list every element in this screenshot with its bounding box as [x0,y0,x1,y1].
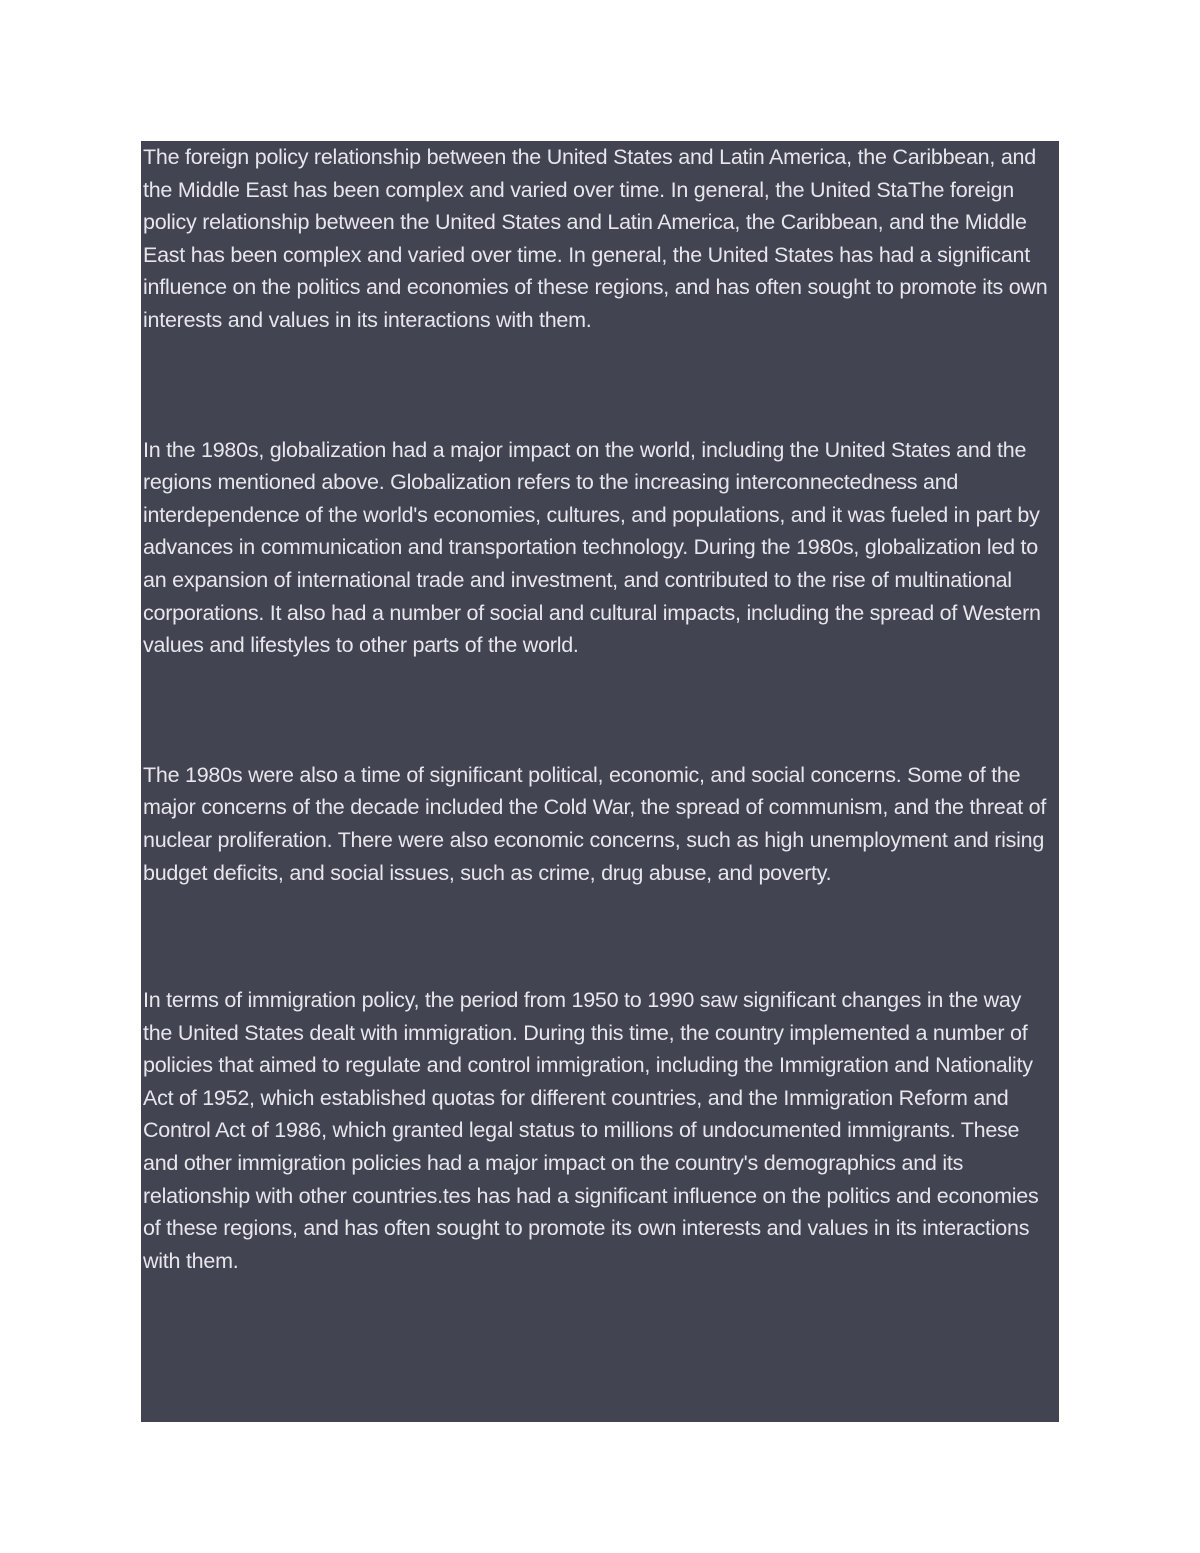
paragraph-1980s-concerns: The 1980s were also a time of significant political, economic, and social concerns. Some of the major concerns of the decade included the Cold War, the spread of communism, and the threat of nuclear proliferation. There were also economic concerns, such as high unemployment and rising budget deficits, and social issues, such as crime, drug abuse, and poverty. [143,762,1047,885]
paragraph-immigration-policy: In terms of immigration policy, the period from 1950 to 1990 saw significant changes in the way the United States dealt with immigration. During this time, the country implemented a number of policies that aimed to regulate and control immigration, including the Immigration and Nationality Act of 1952, which established quotas for different countries, and the Immigration Reform and Control Act of 1986, which granted legal status to millions of undocumented immigrants. These and other immigration policies had a major impact on the country's demographics and its relationship with other countries.tes has had a significant influence on the politics and economies of these regions, and has often sought to promote its own interests and values in its interactions with them. [143,988,1039,1273]
text-block [141,141,1059,1422]
paragraph-foreign-policy: The foreign policy relationship between the United States and Latin America, the Caribbean, and the Middle East has been complex and varied over time. In general, the United StaThe foreign policy relationship between the United States and Latin America, the Caribbean, and the Middle East has been complex and varied over time. In general, the United States has had a significant influence on the politics and economies of these regions, and has often sought to promote its own interests and values in its interactions with them. [143,145,1048,332]
paragraph-globalization: In the 1980s, globalization had a major impact on the world, including the United States and the regions mentioned above. Globalization refers to the increasing interconnectedness and interdependence of the world's economies, cultures, and populations, and it was fueled in part by advances in communication and transportation technology. During the 1980s, globalization led to an expansion of international trade and investment, and contributed to the rise of multinational corporations. It also had a number of social and cultural impacts, including the spread of Western values and lifestyles to other parts of the world. [143,437,1041,658]
